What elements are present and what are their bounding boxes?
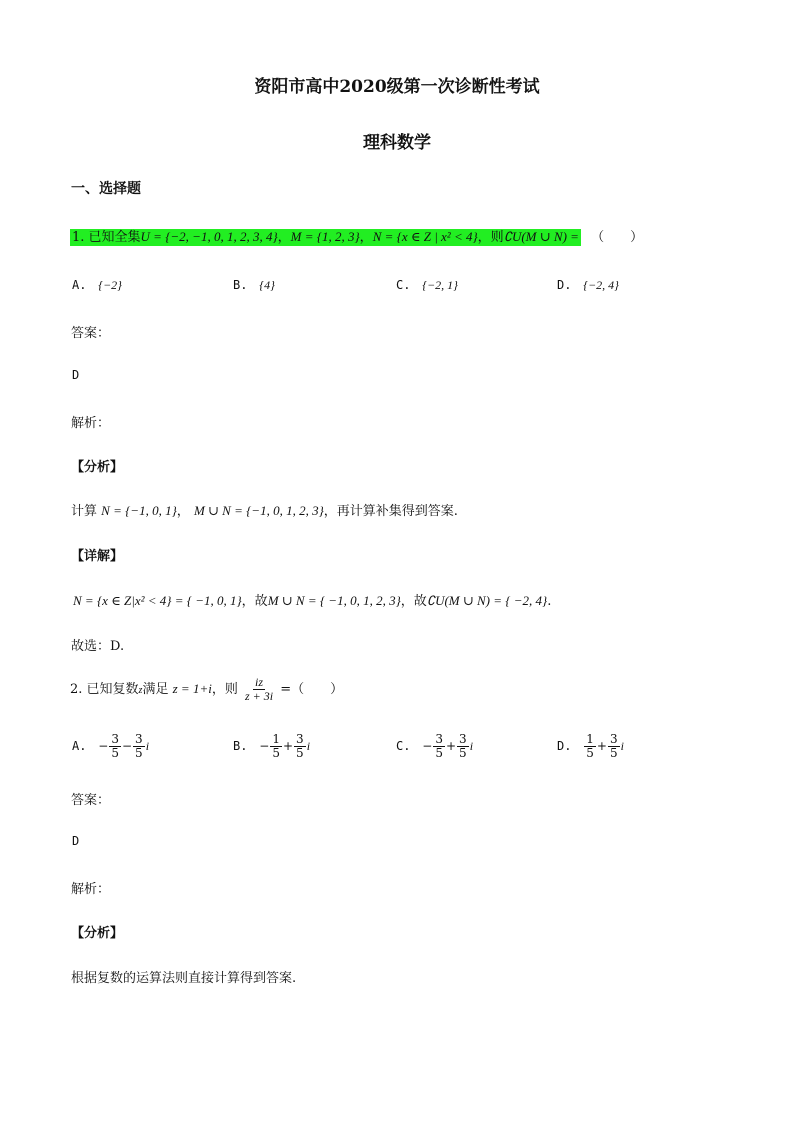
q1-prefix: 1. 已知全集 bbox=[72, 230, 141, 245]
option-label: B. bbox=[233, 278, 248, 292]
fraction-numerator: 3 bbox=[135, 732, 143, 746]
text-fragment: . bbox=[547, 594, 552, 609]
math-fragment: M ∪ N = {−1, 0, 1, 2, 3} bbox=[193, 503, 324, 518]
option-value: {−2, 4} bbox=[583, 278, 619, 292]
option-fraction bbox=[457, 733, 469, 760]
option-unit: i bbox=[306, 739, 311, 753]
question-2 bbox=[70, 676, 343, 703]
q2-blank: =（ ） bbox=[280, 682, 344, 697]
q2-option-b bbox=[233, 733, 310, 760]
option-label: A. bbox=[72, 278, 87, 292]
q2-condition: z = 1+i bbox=[172, 681, 212, 696]
q2-option-d bbox=[557, 733, 624, 760]
q2-fenxi-label: 【分析】 bbox=[71, 926, 124, 941]
option-unit: i bbox=[620, 739, 624, 753]
option-value: {−2, 1} bbox=[422, 278, 458, 292]
q2-var-z: z bbox=[138, 685, 143, 696]
q1-blank: （ ） bbox=[591, 230, 644, 245]
q1-xiangjie-text bbox=[73, 590, 551, 609]
option-operator: + bbox=[282, 739, 294, 753]
q2-answer: D bbox=[72, 834, 80, 848]
math-fragment: ∁U(M ∪ N) = { −2, 4} bbox=[426, 593, 548, 608]
q1-option-c bbox=[396, 278, 458, 293]
fraction-numerator: 3 bbox=[609, 732, 618, 746]
fraction-denominator: 5 bbox=[586, 746, 594, 760]
math-fragment: N = {−1, 0, 1} bbox=[101, 503, 177, 518]
fraction-numerator: 3 bbox=[459, 732, 467, 746]
q1-xiangjie-label: 【详解】 bbox=[71, 549, 124, 564]
fraction-denominator: 5 bbox=[435, 746, 443, 760]
option-operator: − bbox=[121, 739, 133, 753]
q1-sep: ， bbox=[359, 230, 373, 245]
fraction-denominator: 5 bbox=[272, 746, 280, 760]
fraction-denominator: 5 bbox=[459, 746, 467, 760]
option-label: D. bbox=[557, 739, 572, 753]
fraction-numerator: 1 bbox=[586, 732, 594, 746]
option-value: {−2} bbox=[98, 278, 122, 292]
fraction-denominator: 5 bbox=[609, 746, 618, 760]
q1-set-u: U = {−2, −1, 0, 1, 2, 3, 4} bbox=[140, 229, 278, 244]
q1-choice: 故选：D. bbox=[71, 639, 125, 654]
text-fragment: ，故 bbox=[241, 594, 268, 609]
fraction-denominator: 5 bbox=[296, 746, 304, 760]
math-fragment: N = {x ∈ Z|x² < 4} = { −1, 0, 1} bbox=[73, 593, 242, 608]
q1-analysis-label: 解析： bbox=[71, 416, 111, 431]
q1-answer: D bbox=[72, 368, 80, 382]
fraction-numerator: iz bbox=[255, 675, 264, 689]
q1-fenxi-text bbox=[71, 500, 458, 519]
option-fraction bbox=[133, 733, 145, 760]
math-fragment: M ∪ N = { −1, 0, 1, 2, 3} bbox=[267, 593, 401, 608]
q2-option-a bbox=[72, 733, 149, 760]
fraction-denominator: 5 bbox=[111, 746, 119, 760]
text-fragment: 计算 bbox=[71, 504, 98, 519]
fraction-numerator: 3 bbox=[296, 732, 304, 746]
exam-title: 资阳市高中2020级第一次诊断性考试 bbox=[254, 77, 540, 97]
option-operator: + bbox=[445, 739, 457, 753]
option-fraction bbox=[294, 733, 306, 760]
q1-option-b bbox=[233, 278, 275, 293]
section-heading: 一、选择题 bbox=[71, 181, 141, 197]
q2-text: 满足 bbox=[142, 682, 169, 697]
q2-fenxi-text: 根据复数的运算法则直接计算得到答案. bbox=[71, 971, 297, 986]
text-fragment: ，故 bbox=[400, 594, 427, 609]
q2-answer-label: 答案： bbox=[71, 793, 111, 808]
q1-option-a bbox=[72, 278, 122, 293]
fraction-numerator: 1 bbox=[272, 732, 280, 746]
option-label: B. bbox=[233, 739, 248, 753]
q2-prefix: 2. 已知复数 bbox=[70, 682, 139, 697]
option-value: {4} bbox=[259, 278, 275, 292]
option-unit: i bbox=[469, 739, 474, 753]
q1-sep: ，则 bbox=[477, 230, 504, 245]
question-1 bbox=[70, 226, 643, 245]
option-unit: i bbox=[145, 739, 150, 753]
option-fraction bbox=[109, 733, 121, 760]
q2-text: ，则 bbox=[211, 682, 238, 697]
text-fragment: ， bbox=[176, 504, 190, 519]
option-sign: − bbox=[422, 739, 433, 753]
question-1-highlight bbox=[70, 229, 581, 246]
q1-set-n: N = {x ∈ Z | x² < 4} bbox=[372, 229, 478, 244]
option-fraction bbox=[584, 733, 596, 760]
q1-answer-label: 答案： bbox=[71, 326, 111, 341]
text-fragment: ，再计算补集得到答案. bbox=[323, 504, 458, 519]
option-label: D. bbox=[557, 278, 572, 292]
option-label: C. bbox=[396, 278, 411, 292]
q1-sep: ， bbox=[277, 230, 291, 245]
q1-fenxi-label: 【分析】 bbox=[71, 460, 124, 475]
fraction-denominator: 5 bbox=[135, 746, 143, 760]
fraction-denominator: z + 3i bbox=[244, 689, 274, 703]
fraction-numerator: 3 bbox=[111, 732, 119, 746]
q1-option-d bbox=[557, 278, 619, 293]
option-sign: − bbox=[259, 739, 270, 753]
q2-analysis-label: 解析： bbox=[71, 882, 111, 897]
q2-fraction bbox=[243, 676, 275, 703]
option-sign: − bbox=[98, 739, 109, 753]
q1-set-m: M = {1, 2, 3} bbox=[290, 229, 360, 244]
option-label: C. bbox=[396, 739, 411, 753]
exam-subtitle: 理科数学 bbox=[363, 133, 431, 153]
fraction-numerator: 3 bbox=[435, 732, 443, 746]
option-fraction bbox=[433, 733, 445, 760]
option-fraction bbox=[270, 733, 282, 760]
option-fraction bbox=[608, 733, 620, 760]
option-operator: + bbox=[596, 739, 607, 753]
option-label: A. bbox=[72, 739, 87, 753]
q1-expr: ∁U(M ∪ N) = bbox=[503, 229, 579, 244]
q2-option-c bbox=[396, 733, 473, 760]
